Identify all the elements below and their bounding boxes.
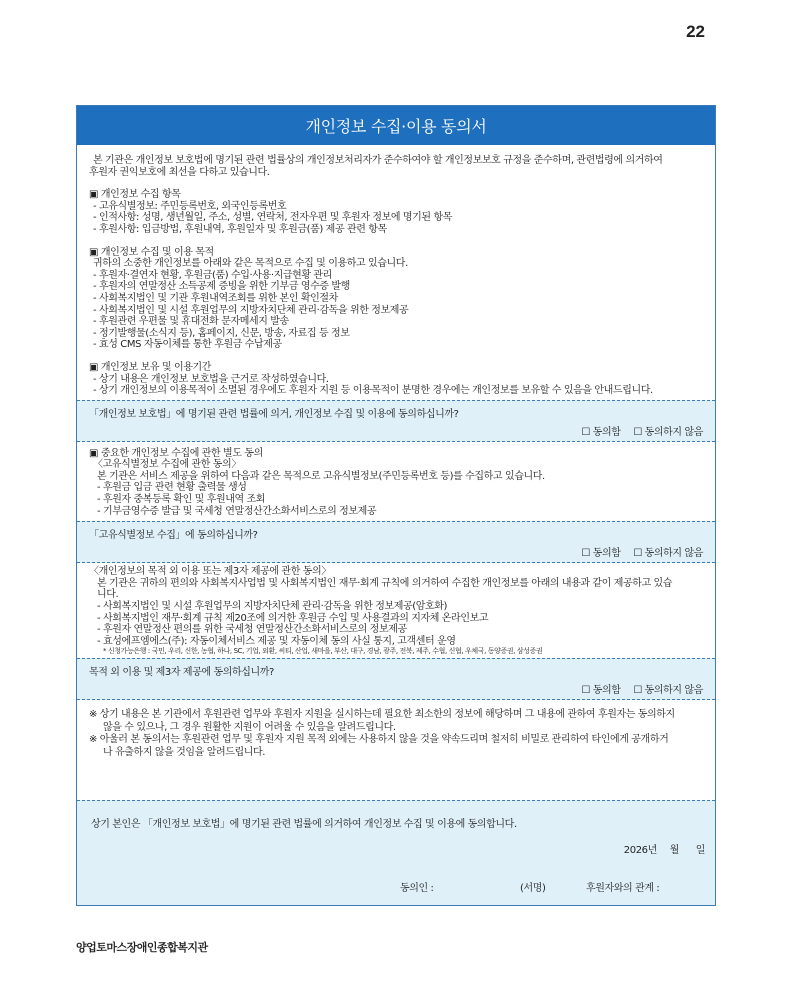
- consent-question-2: [77, 521, 715, 563]
- consent-options: [89, 681, 703, 696]
- consent-question-3: [77, 658, 715, 700]
- consent-question-text: 「개인정보 보호법」에 명기된 관련 법률에 의거, 개인정보 수집 및 이용에 동의하십니까?: [89, 408, 459, 420]
- consent-form: [76, 105, 716, 906]
- section-unique-id: [77, 442, 715, 518]
- list-item: - 사회복지법인 및 기관 후원내역조회를 위한 본인 확인절차: [93, 292, 338, 304]
- signature-section: [77, 800, 715, 905]
- intro-line: 후원자 권익보호에 최선을 다하고 있습니다.: [89, 166, 270, 178]
- disagree-checkbox[interactable]: ☐ 동의하지 않음: [633, 685, 703, 697]
- notes-section: [77, 700, 715, 759]
- list-item: - 후원자의 연말정산 소득공제 증빙을 위한 기부금 영수증 발행: [93, 281, 350, 293]
- list-item: - 사회복지법인 및 시설 후원업무의 지방자치단체 관리·감독을 위한 정보제공(암호화): [97, 601, 448, 613]
- section-heading: ▣ 개인정보 보유 및 이용기간: [89, 361, 212, 373]
- list-item: - 인적사항: 성명, 생년월일, 주소, 성별, 연락처, 전자우편 및 후원자 정보에 명기된 항목: [93, 212, 452, 224]
- section-desc: 본 기관은 서비스 제공을 위하여 다음과 같은 목적으로 고유식별정보(주민등록번호 등)를 수집하고 있습니다.: [97, 470, 545, 482]
- signer-label: 동의인 :: [400, 883, 434, 894]
- signature-field[interactable]: (서명): [520, 883, 546, 894]
- consent-question-text: 목적 외 이용 및 제3자 제공에 동의하십니까?: [89, 667, 274, 679]
- section-desc: 니다.: [97, 589, 119, 601]
- organization-name: 양업토마스장애인종합복지관: [76, 941, 208, 954]
- section-third-party: [77, 563, 715, 656]
- list-item: - 후원자 연말정산 편의를 위한 국세청 연말정산간소화서비스로의 정보제공: [97, 624, 407, 636]
- note-line: ※ 상기 내용은 본 기관에서 후원관련 업무와 후원자 지원을 실시하는데 필요한 최소한의 정보에 해당하며 그 내용에 관하여 후원자는 동의하지: [89, 709, 675, 721]
- section-desc: 본 기관은 귀하의 편의와 사회복지사업법 및 사회복지법인 재무·회계 규칙에 의거하여 수집한 개인정보를 아래의 내용과 같이 제공하고 있습: [97, 577, 673, 589]
- disagree-checkbox[interactable]: ☐ 동의하지 않음: [633, 548, 703, 560]
- list-item: - 정기발행물(소식지 등), 홈페이지, 신문, 방송, 자료집 등 정보: [93, 327, 350, 339]
- consent-options: [89, 423, 703, 438]
- section-subheading: 〈고유식별정보 수집에 관한 동의〉: [93, 459, 241, 471]
- section-heading: ▣ 개인정보 수집 항목: [89, 189, 181, 201]
- list-item: - 사회복지법인 및 시설 후원업무의 지방자치단체 관리·감독을 위한 정보제공: [93, 304, 409, 316]
- consent-options: [89, 544, 703, 559]
- consent-question-text: 「고유식별정보 수집」에 동의하십니까?: [89, 530, 258, 542]
- agree-checkbox[interactable]: ☐ 동의함: [581, 426, 621, 438]
- note-line: 않을 수 있으나, 그 경우 원활한 지원이 어려울 수 있음을 알려드립니다.: [103, 721, 396, 733]
- disagree-checkbox[interactable]: ☐ 동의하지 않음: [633, 426, 703, 438]
- date-month: 월: [669, 845, 679, 856]
- section-desc: 귀하의 소중한 개인정보를 아래와 같은 목적으로 수집 및 이용하고 있습니다.: [93, 258, 408, 270]
- note-line: ※ 아울러 본 동의서는 후원관련 업무 및 후원자 지원 목적 외에는 사용하지 않을 것을 약속드리며 철저히 비밀로 관리하여 타인에게 공개하거: [89, 734, 669, 746]
- list-item: - 사회복지법인 재무·회계 규칙 제20조에 의거한 후원금 수입 및 사용결과의 지자체 온라인보고: [97, 612, 489, 624]
- section-heading: 〈개인정보의 목적 외 이용 또는 제3자 제공에 관한 동의〉: [89, 566, 331, 578]
- list-item: - 후원관련 우편물 및 휴대전화 문자메세지 발송: [93, 316, 289, 328]
- section-heading: ▣ 개인정보 수집 및 이용 목적: [89, 246, 214, 258]
- final-statement: 상기 본인은 「개인정보 보호법」에 명기된 관련 법률에 의거하여 개인정보 수집 및 이용에 동의합니다.: [91, 819, 517, 830]
- list-item: - 고유식별정보: 주민등록번호, 외국인등록번호: [93, 200, 287, 212]
- list-item: - 상기 내용은 개인정보 보호법을 근거로 작성하였습니다.: [93, 373, 329, 385]
- list-item: - 후원자·결연자 현황, 후원금(품) 수입·사용·지급현황 관리: [93, 269, 332, 281]
- page-number: 22: [686, 22, 705, 41]
- relation-label: 후원자와의 관계 :: [586, 883, 660, 894]
- bank-list-note: * 신청가능은행 : 국민, 우리, 신한, 농협, 하나, SC, 기업, 외환, 씨티, 산업, 새마을, 부산, 대구, 경남, 광주, 전북, 제주, 수협, 신협, 우체국, 동양증권, 삼성증권: [103, 647, 543, 656]
- list-item: - 상기 개인정보의 이용목적이 소멸된 경우에도 후원자 지원 등 이용목적이 분명한 경우에는 개인정보를 보유할 수 있음을 안내드립니다.: [93, 385, 653, 397]
- agree-checkbox[interactable]: ☐ 동의함: [581, 548, 621, 560]
- list-item: - 후원금 입금 관련 현황 출력물 생성: [97, 482, 247, 494]
- form-body-top: [77, 145, 715, 397]
- list-item: - 효성 CMS 자동이체를 통한 후원금 수납제공: [93, 339, 282, 351]
- consent-question-1: [77, 400, 715, 442]
- section-heading: ▣ 중요한 개인정보 수집에 관한 별도 동의: [89, 447, 263, 459]
- list-item: - 후원사항: 입금방법, 후원내역, 후원일자 및 후원금(품) 제공 관련 항목: [93, 223, 387, 235]
- note-line: 나 유출하지 않을 것임을 알려드립니다.: [103, 746, 266, 758]
- agree-checkbox[interactable]: ☐ 동의함: [581, 685, 621, 697]
- list-item: - 효성에프엠에스(주): 자동이체서비스 제공 및 자동이체 동의 사실 통지, 고객센터 운영: [97, 635, 456, 647]
- list-item: - 후원자 중복등록 확인 및 후원내역 조회: [97, 494, 266, 506]
- date-line: [624, 841, 705, 856]
- date-year: 2026년: [623, 845, 657, 856]
- intro-line: 본 기관은 개인정보 보호법에 명기된 관련 법률상의 개인정보처리자가 준수하여야 할 개인정보보호 규정을 준수하며, 관련법령에 의거하여: [93, 155, 663, 166]
- date-day: 일: [695, 845, 705, 856]
- list-item: - 기부금영수증 발급 및 국세청 연말정산간소화서비스로의 정보제공: [97, 505, 377, 517]
- form-title: 개인정보 수집·이용 동의서: [77, 106, 715, 145]
